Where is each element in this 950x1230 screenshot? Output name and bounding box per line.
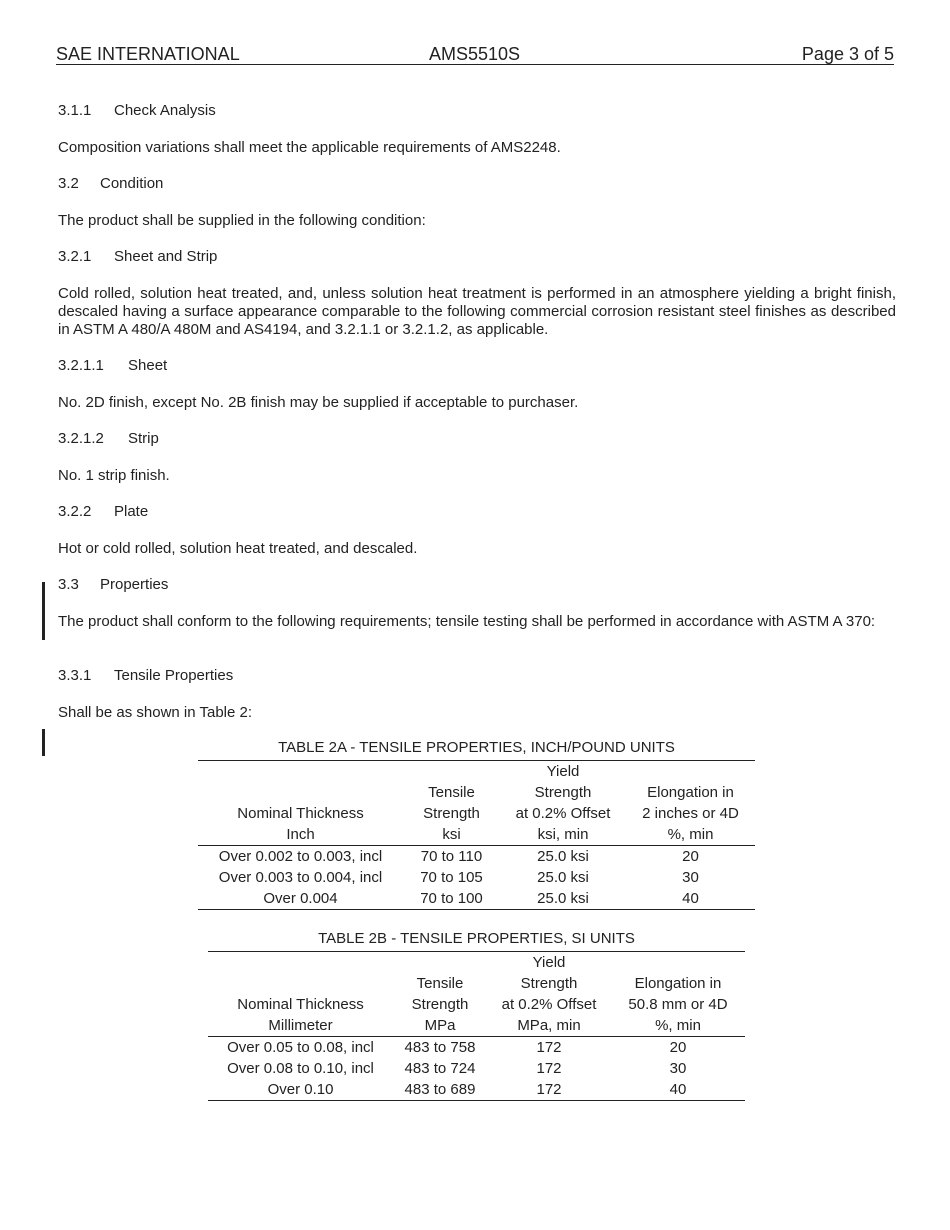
header-cell: Inch <box>198 824 403 846</box>
table-row <box>208 1037 745 1059</box>
section-title: Sheet <box>128 357 168 374</box>
header-cell: %, min <box>611 1015 745 1037</box>
header-cell: 50.8 mm or 4D <box>628 996 728 1013</box>
header-cell: Yield <box>487 952 611 974</box>
table-cell: 172 <box>536 1039 562 1056</box>
section-heading-3-2-1-1 <box>58 357 167 375</box>
paragraph-3-2-2: Hot or cold rolled, solution heat treated, and descaled. <box>58 540 418 557</box>
table-header-row <box>198 782 755 803</box>
section-title: Check Analysis <box>114 102 216 119</box>
header-cell: ksi <box>403 824 500 846</box>
table-header-row <box>208 1015 745 1037</box>
table-cell: 172 <box>487 1079 611 1101</box>
paragraph-3-2-1-2: No. 1 strip finish. <box>58 467 170 484</box>
header-cell: %, min <box>626 824 755 846</box>
section-title: Strip <box>128 430 159 447</box>
table-row <box>208 1079 745 1101</box>
section-number: 3.1.1 <box>58 102 92 119</box>
table-cell: Over 0.003 to 0.004, incl <box>218 869 383 886</box>
table-cell: Over 0.004 <box>198 888 403 910</box>
header-cell: MPa, min <box>487 1015 611 1037</box>
table-cell: Over 0.08 to 0.10, incl <box>227 1060 374 1077</box>
table-2b <box>208 927 745 1101</box>
table-cell: 25.0 ksi <box>537 848 589 865</box>
section-heading-3-2-2 <box>58 503 148 521</box>
header-org: SAE INTERNATIONAL <box>56 44 240 64</box>
header-cell: Strength <box>534 784 592 801</box>
header-cell: ksi, min <box>500 824 626 846</box>
section-number: 3.2.2 <box>58 503 92 520</box>
header-doc-number: AMS5510S <box>429 44 521 64</box>
table-cell: 25.0 ksi <box>537 869 589 886</box>
table-row <box>198 867 755 888</box>
header-cell: at 0.2% Offset <box>515 805 611 822</box>
header-cell: Tensile <box>416 975 464 992</box>
table-cell: 40 <box>626 888 755 910</box>
section-title: Plate <box>114 503 149 520</box>
table-cell: 483 to 758 <box>404 1039 476 1056</box>
table-row <box>198 888 755 910</box>
table-header-row <box>208 952 745 974</box>
table-header-row <box>208 994 745 1015</box>
paragraph-3-1-1: Composition variations shall meet the applicable requirements of AMS2248. <box>58 139 561 156</box>
header-cell: Elongation in <box>647 784 734 801</box>
table-cell: 70 to 105 <box>420 869 483 886</box>
header-cell <box>198 761 403 783</box>
section-number: 3.2.1.1 <box>58 357 104 374</box>
section-title: Tensile Properties <box>114 667 234 684</box>
section-title: Condition <box>100 175 164 192</box>
table-cell: 70 to 100 <box>403 888 500 910</box>
header-cell: Tensile <box>428 784 475 801</box>
section-heading-3-2-1-2 <box>58 430 159 448</box>
change-bar <box>42 582 45 640</box>
table-caption: TABLE 2B - TENSILE PROPERTIES, SI UNITS <box>318 930 635 947</box>
table-header-row <box>208 973 745 994</box>
header-cell: Strength <box>423 805 480 822</box>
header-page-number: Page 3 of 5 <box>801 44 894 64</box>
paragraph-3-2-1-1: No. 2D finish, except No. 2B finish may be supplied if acceptable to purchaser. <box>58 394 579 411</box>
header-cell: Yield <box>500 761 626 783</box>
table-header-row <box>198 803 755 824</box>
table-cell: 20 <box>682 848 699 865</box>
header-cell <box>626 761 755 783</box>
paragraph-3-3-1: Shall be as shown in Table 2: <box>58 704 253 721</box>
section-heading-3-3 <box>58 576 168 594</box>
section-number: 3.3 <box>58 576 79 593</box>
section-number: 3.2.1 <box>58 248 92 265</box>
table-caption: TABLE 2A - TENSILE PROPERTIES, INCH/POUND UNITS <box>278 739 675 756</box>
header-cell: 2 inches or 4D <box>642 805 739 822</box>
section-heading-3-2 <box>58 175 163 193</box>
table-row <box>208 1058 745 1079</box>
header-cell <box>208 973 393 994</box>
header-cell: Strength <box>520 975 578 992</box>
table-cell: 25.0 ksi <box>500 888 626 910</box>
section-number: 3.2.1.2 <box>58 430 104 447</box>
header-cell: Nominal Thickness <box>237 805 364 822</box>
header-cell: MPa <box>393 1015 487 1037</box>
paragraph-3-3: The product shall conform to the following requirements; tensile testing shall be performed in accordance with ASTM A 370: <box>58 613 876 630</box>
header-cell: at 0.2% Offset <box>501 996 597 1013</box>
header-cell: Strength <box>411 996 469 1013</box>
table-header-row <box>198 761 755 783</box>
section-heading-3-1-1 <box>58 102 216 120</box>
page-header <box>56 44 894 65</box>
table-cell: Over 0.05 to 0.08, incl <box>227 1039 374 1056</box>
paragraph-3-2: The product shall be supplied in the following condition: <box>58 212 426 229</box>
header-cell <box>611 952 745 974</box>
table-cell: 483 to 724 <box>404 1060 476 1077</box>
section-heading-3-3-1 <box>58 667 233 685</box>
table-cell: 40 <box>611 1079 745 1101</box>
section-title: Sheet and Strip <box>114 248 218 265</box>
table-2a <box>198 736 755 910</box>
table-cell: 20 <box>669 1039 687 1056</box>
section-number: 3.3.1 <box>58 667 92 684</box>
change-bar <box>42 729 45 756</box>
header-cell: Millimeter <box>208 1015 393 1037</box>
section-number: 3.2 <box>58 175 79 192</box>
table-cell: Over 0.10 <box>208 1079 393 1101</box>
table-header-row <box>198 824 755 846</box>
table-cell: 483 to 689 <box>393 1079 487 1101</box>
header-cell <box>198 782 403 803</box>
table-row <box>198 846 755 868</box>
paragraph-3-2-1: Cold rolled, solution heat treated, and, unless solution heat treatment is performed in an atmosphere yielding a bright finish, descaled having a surface appearance comparable to the following commercial corrosion resistant steel finishes as described in ASTM A 480/A 480M and AS4194, and 3.2.1.1 or 3.2.1.2, as applicable. <box>58 285 896 338</box>
header-cell <box>403 761 500 783</box>
table-cell: Over 0.002 to 0.003, incl <box>218 848 383 865</box>
table-cell: 30 <box>669 1060 687 1077</box>
section-title: Properties <box>100 576 169 593</box>
header-cell: Nominal Thickness <box>237 996 364 1013</box>
header-cell: Elongation in <box>634 975 722 992</box>
table-cell: 30 <box>682 869 699 886</box>
header-cell <box>208 952 393 974</box>
table-cell: 172 <box>536 1060 562 1077</box>
header-cell <box>393 952 487 974</box>
table-cell: 70 to 110 <box>420 848 483 865</box>
section-heading-3-2-1 <box>58 248 217 266</box>
